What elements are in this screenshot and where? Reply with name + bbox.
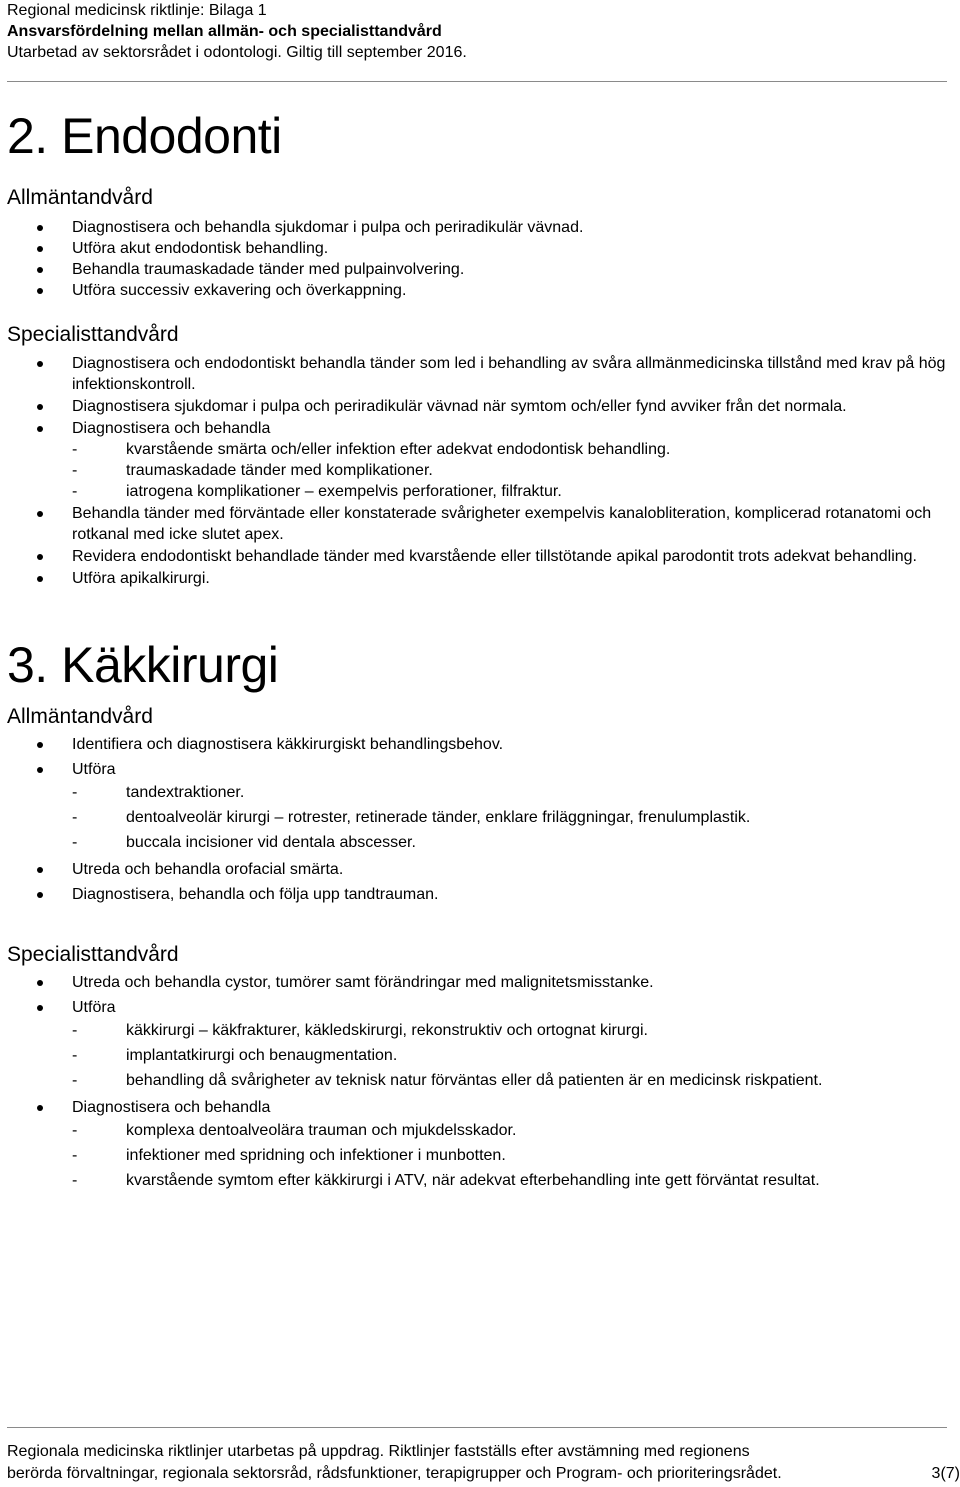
list-item (7, 759, 952, 855)
sub-list-item: - dentoalveolär kirurgi – rotrester, retinerade tänder, enklare friläggningar, frenulumplastik. (72, 805, 952, 830)
list-item-text: Identifiera och diagnostisera käkkirurgiskt behandlingsbehov. (72, 736, 504, 753)
list-item (7, 884, 952, 905)
list-item (7, 734, 952, 755)
list-item-text: Utföra apikalkirurgi. (72, 570, 210, 587)
sub-list (72, 1018, 952, 1093)
list-item-text: Diagnostisera, behandla och följa upp tandtrauman. (72, 886, 439, 903)
sub-list-item: - kvarstående symtom efter käkkirurgi i ATV, när adekvat efterbehandling inte gett förväntat resultat. (72, 1168, 952, 1193)
list-item (7, 1097, 952, 1193)
list-item (7, 259, 952, 280)
sub-list-item: - infektioner med spridning och infektioner i munbotten. (72, 1143, 952, 1168)
list-item (7, 238, 952, 259)
list-item-text: Utföra akut endodontisk behandling. (72, 240, 329, 257)
sub-list-item: - behandling då svårigheter av teknisk natur förväntas eller då patienten är en medicinsk riskpatient. (72, 1068, 952, 1093)
list-item (7, 353, 952, 395)
footer-rule (7, 1427, 947, 1428)
sub-list (72, 439, 952, 502)
group-heading: Specialisttandvård (7, 323, 179, 346)
list-item-text: Behandla traumaskadade tänder med pulpainvolvering. (72, 261, 465, 278)
group-heading: Allmäntandvård (7, 186, 153, 209)
section-title: 2. Endodonti (7, 108, 282, 164)
item-list (7, 353, 952, 589)
sub-list-item: - käkkirurgi – käkfrakturer, käkledskirurgi, rekonstruktiv och ortognat kirurgi. (72, 1018, 952, 1043)
footer-text-line1: Regionala medicinska riktlinjer utarbetas på uppdrag. Riktlinjer fastställs efter avstämning med regionens (7, 1443, 750, 1460)
document-footer (7, 1441, 960, 1485)
list-item-text: Utföra (72, 761, 116, 778)
list-item (7, 217, 952, 238)
item-list (7, 734, 952, 905)
sub-list-item: - kvarstående smärta och/eller infektion efter adekvat endodontisk behandling. (72, 439, 952, 460)
list-item (7, 997, 952, 1093)
list-item-text: Diagnostisera sjukdomar i pulpa och periradikulär vävnad när symtom och/eller fynd avviker från det normala. (72, 398, 847, 415)
sub-list-item: - buccala incisioner vid dentala abscesser. (72, 830, 952, 855)
list-item-text: Utföra successiv exkavering och överkappning. (72, 282, 407, 299)
list-item (7, 859, 952, 880)
document-body (7, 100, 952, 1193)
list-item-text: Diagnostisera och endodontiskt behandla tänder som led i behandling av svåra allmänmedicinska tillstånd med krav på hög infektionskontroll. (72, 355, 946, 393)
sub-list (72, 1118, 952, 1193)
group-heading: Specialisttandvård (7, 943, 179, 966)
list-item (7, 396, 952, 417)
list-item (7, 972, 952, 993)
list-item (7, 503, 952, 545)
sub-list-item: - komplexa dentoalveolära trauman och mjukdelsskador. (72, 1118, 952, 1143)
list-item-text: Utreda och behandla cystor, tumörer samt förändringar med malignitetsmisstanke. (72, 974, 654, 991)
list-item-text: Diagnostisera och behandla (72, 1099, 271, 1116)
header-validity: Utarbetad av sektorsrådet i odontologi. Giltig till september 2016. (7, 44, 467, 61)
header-title: Regional medicinsk riktlinje: Bilaga 1 (7, 2, 267, 19)
list-item (7, 418, 952, 502)
sub-list-item: - traumaskadade tänder med komplikationer. (72, 460, 952, 481)
sub-list (72, 780, 952, 855)
sub-list-item: - iatrogena komplikationer – exempelvis perforationer, filfraktur. (72, 481, 952, 502)
header-subtitle: Ansvarsfördelning mellan allmän- och specialisttandvård (7, 23, 442, 40)
list-item-text: Utreda och behandla orofacial smärta. (72, 861, 344, 878)
group-heading: Allmäntandvård (7, 705, 153, 728)
document-header (7, 0, 952, 63)
section-title: 3. Käkkirurgi (7, 637, 279, 693)
list-item-text: Diagnostisera och behandla (72, 420, 271, 437)
item-list (7, 217, 952, 301)
list-item (7, 280, 952, 301)
list-item-text: Behandla tänder med förväntade eller konstaterade svårigheter exempelvis kanalobliteration, komplicerad rotanatomi och rotkanal med icke slutet apex. (72, 505, 932, 543)
sub-list-item: - implantatkirurgi och benaugmentation. (72, 1043, 952, 1068)
footer-text-line2: berörda förvaltningar, regionala sektorsråd, rådsfunktioner, terapigrupper och Program- och prioriteringsrådet. (7, 1465, 782, 1482)
sub-list-item: - tandextraktioner. (72, 780, 952, 805)
header-rule (7, 81, 947, 82)
list-item-text: Revidera endodontiskt behandlade tänder med kvarstående eller tillstötande apikal parodontit trots adekvat behandling. (72, 548, 917, 565)
list-item-text: Diagnostisera och behandla sjukdomar i pulpa och periradikulär vävnad. (72, 219, 584, 236)
list-item (7, 546, 952, 567)
list-item-text: Utföra (72, 999, 116, 1016)
item-list (7, 972, 952, 1193)
list-item (7, 568, 952, 589)
page-number: 3(7) (931, 1465, 960, 1482)
